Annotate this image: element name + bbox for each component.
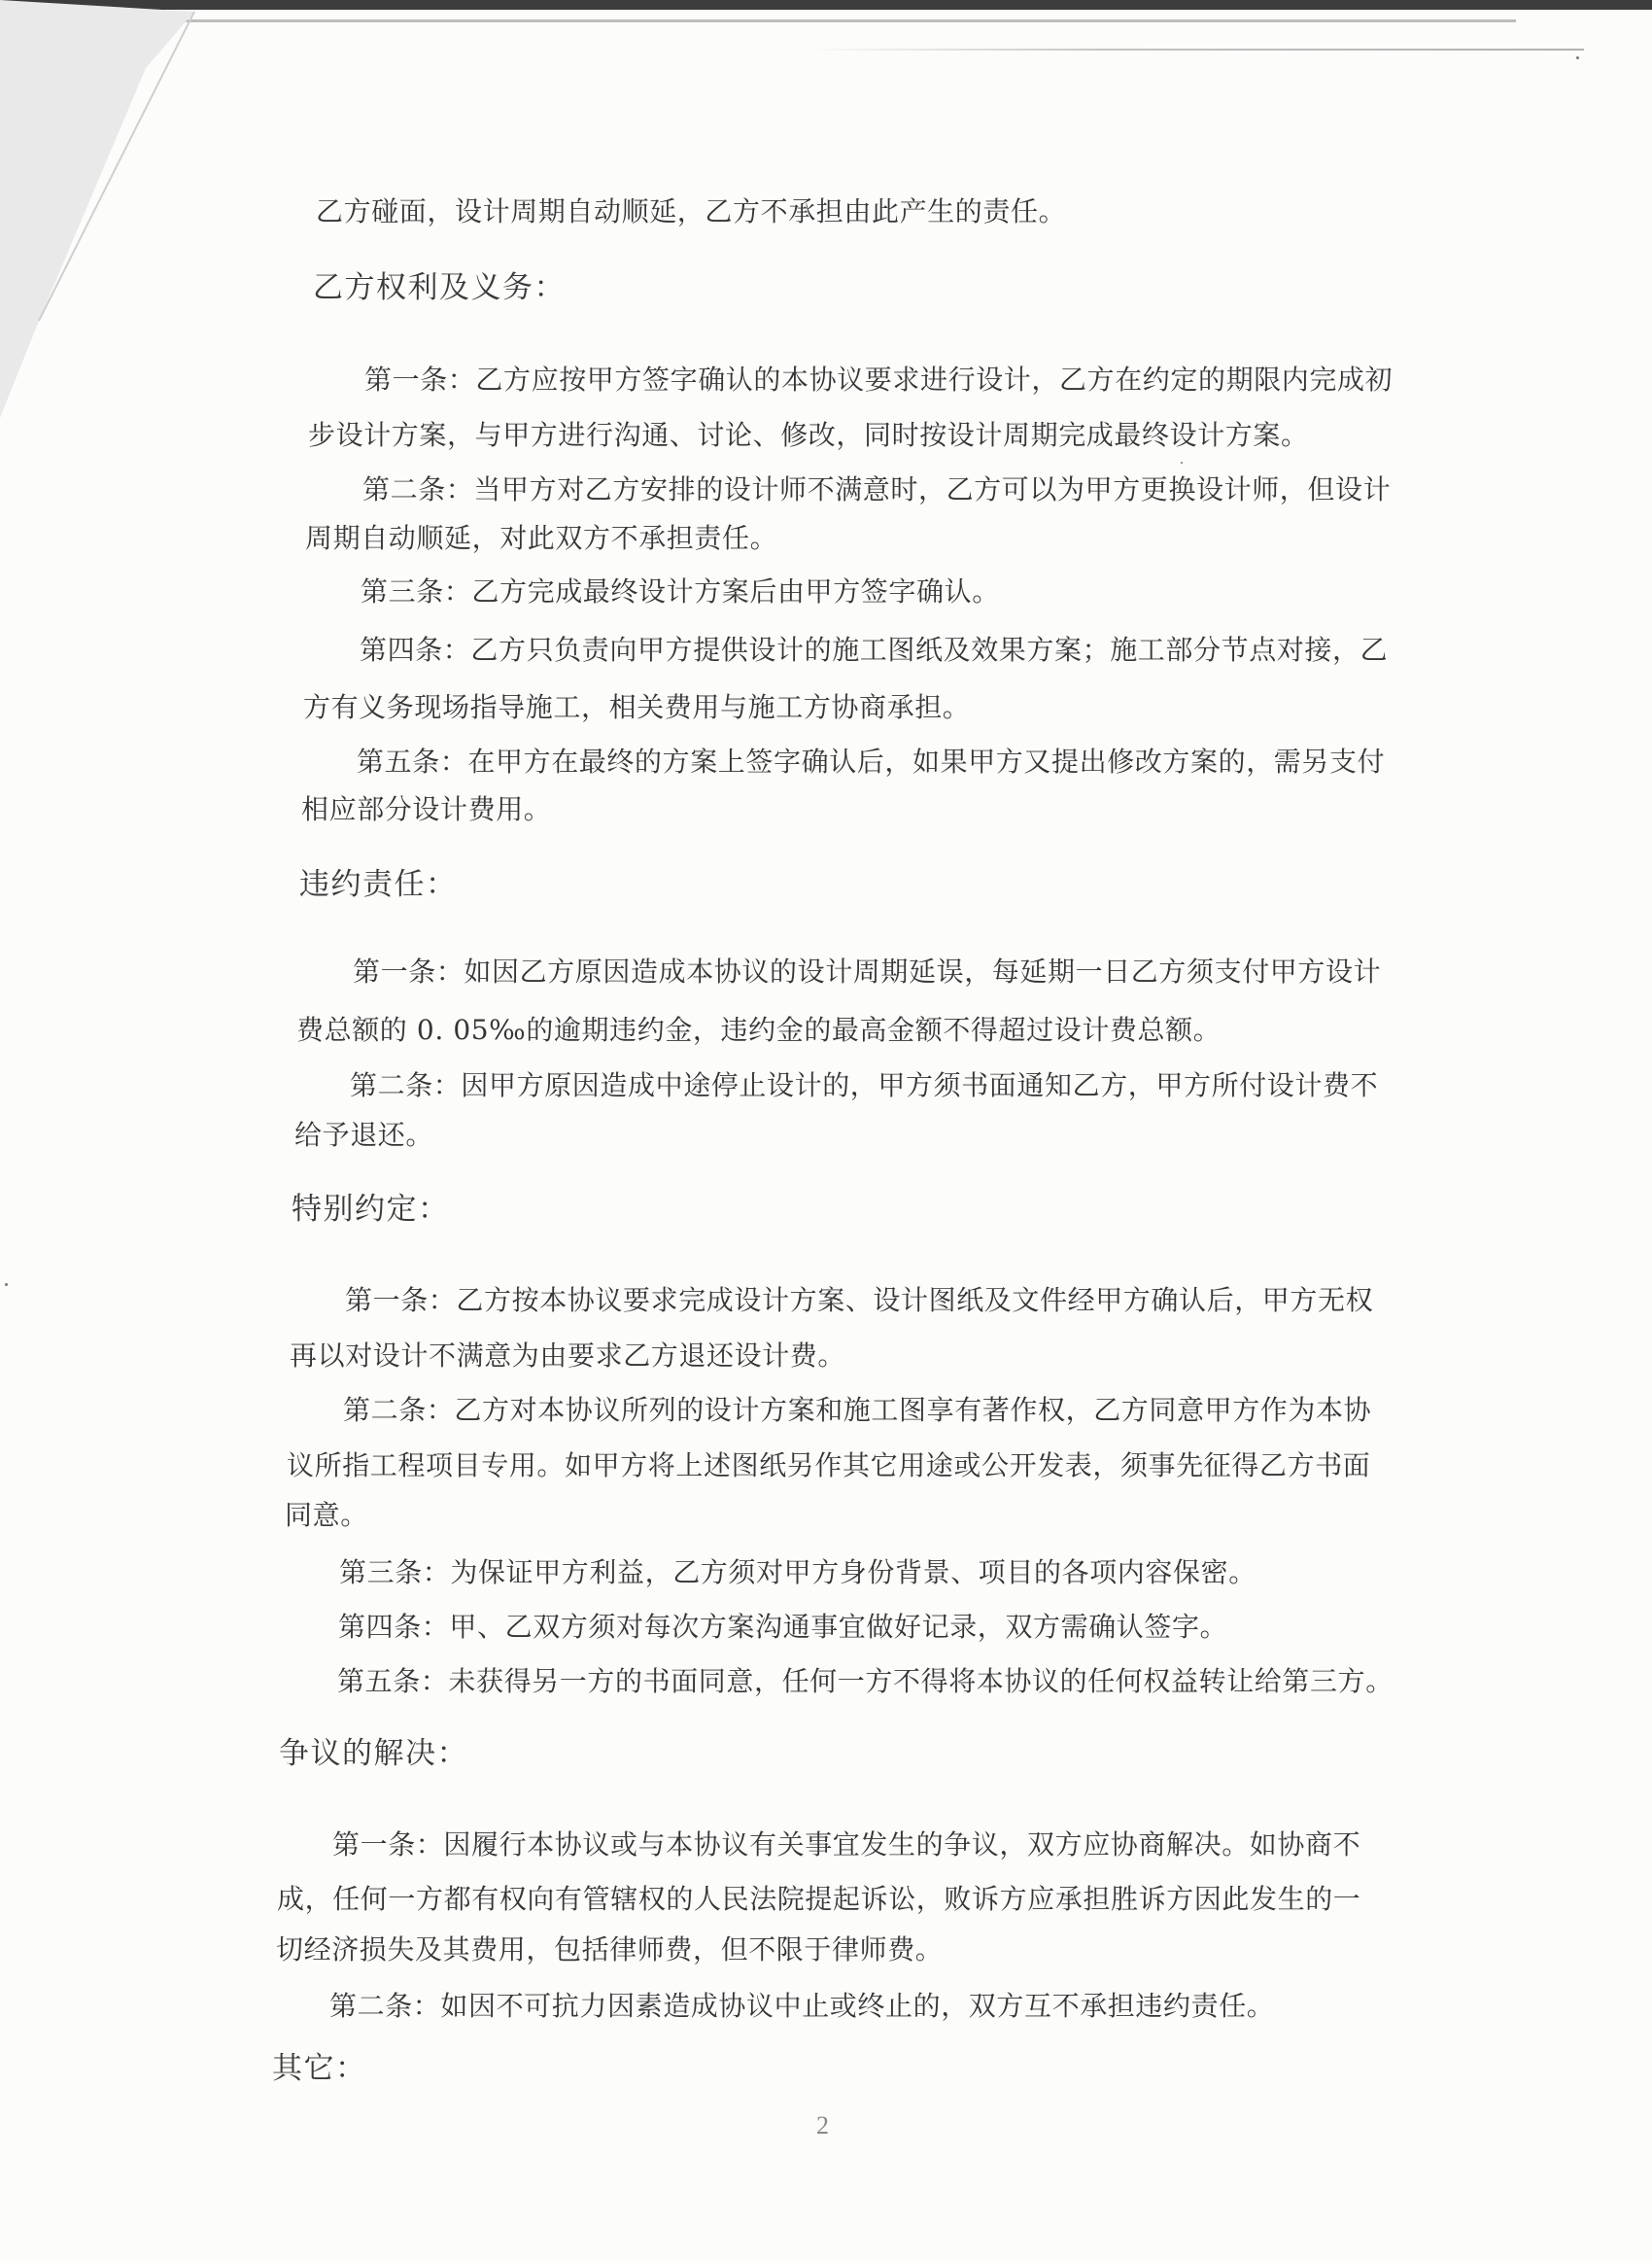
clause-line: 第一条：如因乙方原因造成本协议的设计周期延误，每延期一日乙方须支付甲方设计 [353,956,1382,988]
clause-line: 第三条：乙方完成最终设计方案后由甲方签字确认。 [361,575,1000,608]
section-heading-other: 其它： [272,2051,367,2086]
clause-line: 第一条：乙方应按甲方签字确认的本协议要求进行设计，乙方在约定的期限内完成初 [364,364,1394,396]
clause-line: 方有义务现场指导施工，相关费用与施工方协商承担。 [303,691,971,723]
clause-line: 第二条：因甲方原因造成中途停止设计的，甲方须书面通知乙方，甲方所付设计费不 [350,1069,1379,1101]
clause-line: 第四条：乙方只负责向甲方提供设计的施工图纸及效果方案；施工部分节点对接，乙 [360,634,1389,666]
clause-line: 第二条：乙方对本协议所列的设计方案和施工图享有著作权，乙方同意甲方作为本协 [343,1394,1372,1426]
section-heading-party-b-rights: 乙方权利及义务： [313,270,566,305]
clause-line: 第五条：在甲方在最终的方案上签字确认后，如果甲方又提出修改方案的，需另支付 [357,746,1386,778]
section-heading-special-terms: 特别约定： [292,1192,450,1227]
clause-line: 第一条：乙方按本协议要求完成设计方案、设计图纸及文件经甲方确认后，甲方无权 [345,1284,1374,1316]
clause-line: 第四条：甲、乙双方须对每次方案沟通事宜做好记录，双方需确认签字。 [338,1611,1228,1643]
clause-line: 同意。 [285,1499,368,1531]
clause-line: 切经济损失及其费用，包括律师费，但不限于律师费。 [276,1933,944,1965]
section-heading-dispute-resolution: 争议的解决： [279,1736,468,1771]
paragraph-line: 乙方碰面，设计周期自动顺延，乙方不承担由此产生的责任。 [316,195,1067,227]
clause-line: 相应部分设计费用。 [301,793,552,825]
clause-line: 周期自动顺延，对此双方不承担责任。 [305,522,778,554]
clause-line: 第二条：当甲方对乙方安排的设计师不满意时，乙方可以为甲方更换设计师，但设计 [362,473,1392,505]
clause-line: 议所指工程项目专用。如甲方将上述图纸另作其它用途或公开发表，须事先征得乙方书面 [287,1449,1371,1481]
clause-line: 步设计方案，与甲方进行沟通、讨论、修改，同时按设计周期完成最终设计方案。 [308,419,1309,451]
clause-line: 第五条：未获得另一方的书面同意，任何一方不得将本协议的任何权益转让给第三方。 [337,1665,1394,1697]
section-heading-breach: 违约责任： [299,867,458,902]
clause-line: 第三条：为保证甲方利益，乙方须对甲方身份背景、项目的各项内容保密。 [339,1556,1256,1588]
clause-line: 给予退还。 [294,1119,434,1151]
page-number: 2 [816,2111,829,2139]
clause-line: 成，任何一方都有权向有管辖权的人民法院提起诉讼，败诉方应承担胜诉方因此发生的一 [277,1883,1361,1915]
clause-line: 第一条：因履行本协议或与本协议有关事宜发生的争议，双方应协商解决。如协商不 [332,1828,1361,1861]
clause-line: 第二条：如因不可抗力因素造成协议中止或终止的，双方互不承担违约责任。 [329,1990,1275,2022]
clause-line: 费总额的 0. 05‰的逾期违约金，违约金的最高金额不得超过设计费总额。 [296,1014,1222,1046]
clause-line: 再以对设计不满意为由要求乙方退还设计费。 [290,1339,846,1372]
